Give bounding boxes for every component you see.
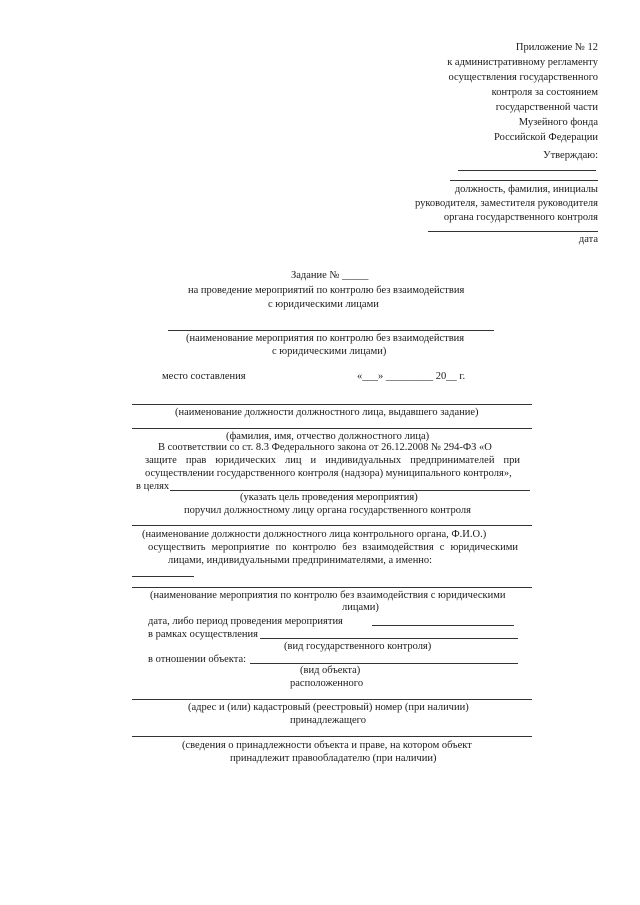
approve-blank-line (450, 180, 598, 181)
appendix-line: контроля за состоянием (491, 87, 598, 98)
full-name-line (132, 428, 532, 429)
ownership-caption: (сведения о принадлежности объекта и праве, на котором объект (182, 740, 472, 751)
appendix-line: Приложение № 12 (515, 42, 598, 53)
title-line: с юридическими лицами (268, 299, 379, 310)
official-position-line (132, 404, 532, 405)
appendix-line: к административному регламенту (447, 57, 598, 68)
place-label: место составления (162, 371, 246, 382)
event-caption: (наименование мероприятия по контролю без взаимодействия (186, 333, 465, 344)
event-full-line (132, 587, 532, 588)
object-label: в отношении объекта: (148, 654, 247, 665)
address-caption: (адрес и (или) кадастровый (реестровый) номер (при наличии) (188, 702, 469, 713)
appendix-line: государственной части (495, 102, 598, 113)
ownership-caption: принадлежит правообладателю (при наличии) (230, 753, 437, 764)
official-position-caption: (наименование должности должностного лица, выдавшего задание) (175, 407, 479, 418)
purpose-line (170, 490, 530, 491)
framework-label: в рамках осуществления (148, 629, 258, 640)
control-type-caption: (вид государственного контроля) (284, 641, 432, 652)
appendix-line: Российской Федерации (494, 132, 598, 143)
appendix-line: Музейного фонда (518, 117, 598, 128)
event-name-caption: лицами) (342, 602, 379, 613)
place-date: «___» _________ 20__ г. (357, 371, 466, 382)
object-line (250, 663, 518, 664)
approve-blank-line (458, 170, 596, 171)
object-type-caption: (вид объекта) (300, 665, 361, 676)
approve-caption: руководителя, заместителя руководителя (414, 198, 598, 209)
officer-caption: (наименование должности должностного лица контрольного органа, Ф.И.О.) (142, 529, 487, 540)
event-caption: с юридическими лицами) (272, 346, 387, 357)
appendix-line: осуществления государственного (448, 72, 598, 83)
event-name-caption: (наименование мероприятия по контролю без взаимодействия с юридическими (150, 590, 506, 601)
address-line (132, 699, 532, 700)
located-text: расположенного (290, 678, 364, 689)
date-label: дата (578, 234, 598, 245)
assigned-text: поручил должностному лицу органа государственного контроля (184, 505, 471, 516)
period-line (372, 625, 514, 626)
purpose-label: в целях (136, 481, 170, 492)
approve-label: Утверждаю: (543, 150, 598, 161)
approve-caption: органа государственного контроля (443, 212, 598, 223)
event-short-line (132, 576, 194, 577)
carry-out-line: лицами, индивидуальными предпринимателями, а именно: (168, 555, 433, 566)
period-label: дата, либо период проведения мероприятия (148, 616, 343, 627)
title-line: Задание № _____ (291, 270, 369, 281)
belonging-text: принадлежащего (290, 715, 366, 726)
date-blank-line (428, 231, 598, 232)
law-line: защите прав юридических лиц и индивидуальных предпринимателей при (145, 455, 520, 466)
framework-line (260, 638, 518, 639)
ownership-line (132, 736, 532, 737)
officer-line (132, 525, 532, 526)
carry-out-line: осуществить мероприятие по контролю без взаимодействия с юридическими (148, 542, 518, 553)
law-line: В соответствии со ст. 8.3 Федерального закона от 26.12.2008 № 294-ФЗ «О (158, 442, 492, 453)
full-name-caption: (фамилия, имя, отчество должностного лица) (226, 431, 430, 442)
event-name-line (168, 330, 494, 331)
approve-caption: должность, фамилия, инициалы (454, 184, 598, 195)
title-line: на проведение мероприятий по контролю без взаимодействия (188, 285, 465, 296)
purpose-caption: (указать цель проведения мероприятия) (240, 492, 418, 503)
law-line: осуществлении государственного контроля (надзора) муниципального контроля», (145, 468, 512, 479)
